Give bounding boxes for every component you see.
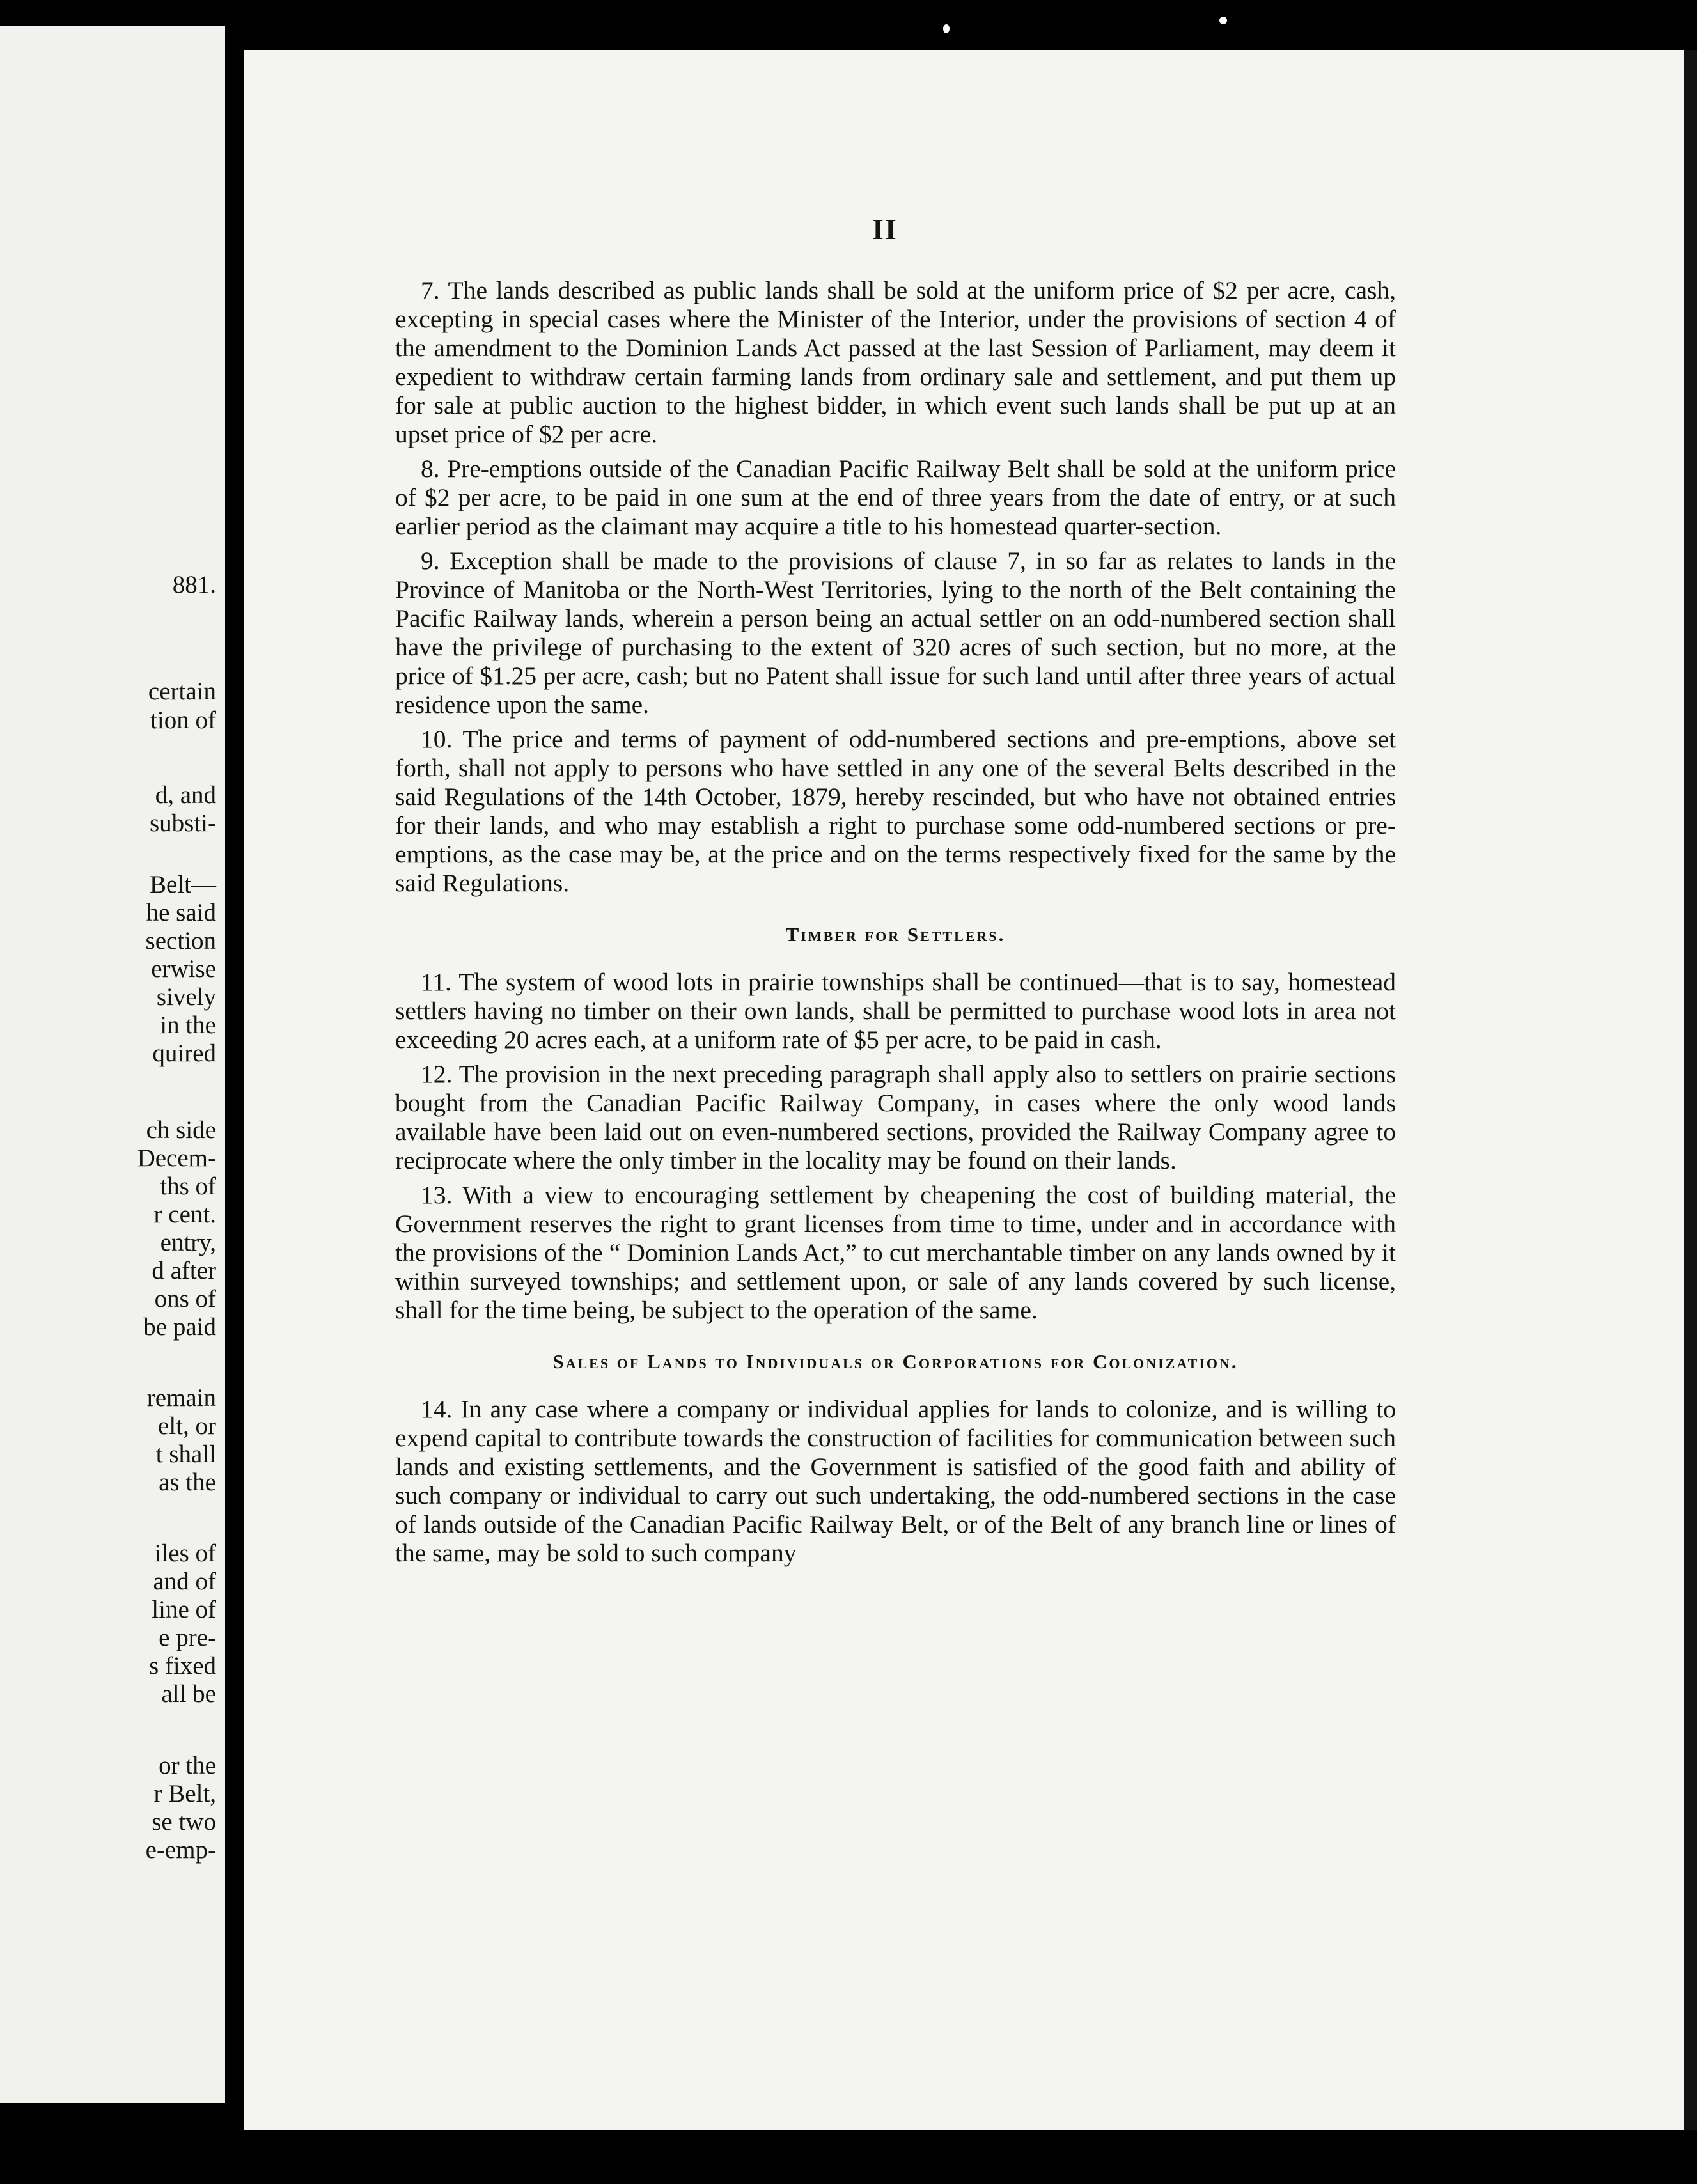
left-page-fragment: tion of <box>150 706 216 734</box>
paragraph-10: 10. The price and terms of payment of odd-numbered sections and pre-emptions, above set forth, shall not apply to persons who have settled in any one of the several Belts described in the said Regulations of the 14th October, 1879, hereby rescinded, but who have not obtained entries for their lands, and who may establish a right to purchase some odd-numbered sections or pre-emptions, as the case may be, at the price and on the terms respectively fixed for the same by the said Regulations. <box>395 725 1396 897</box>
left-page-fragment: line of <box>152 1596 216 1623</box>
left-page-fragment: certain <box>148 678 216 705</box>
section-heading-colonization: Sales of Lands to Individuals or Corporations for Colonization. <box>552 1350 1239 1373</box>
paragraph-8: 8. Pre-emptions outside of the Canadian Pacific Railway Belt shall be sold at the uniform price of $2 per acre, to be paid in one sum at the end of three years from the date of entry, or at such earlier period as the claimant may acquire a title to his homestead quarter-section. <box>395 455 1396 540</box>
left-page-fragment: and of <box>153 1568 216 1595</box>
section-timber <box>395 923 1396 1325</box>
left-page-fragment: iles of <box>154 1540 216 1567</box>
left-page-fragment: t shall <box>155 1440 216 1468</box>
left-page-fragment: d, and <box>155 781 216 809</box>
left-page-fragment: erwise <box>151 955 216 983</box>
document-body <box>395 276 1396 1573</box>
left-page-fragment: remain <box>146 1384 216 1412</box>
paragraph-7: 7. The lands described as public lands shall be sold at the uniform price of $2 per acre, cash, excepting in special cases where the Minister of the Interior, under the provisions of section 4 of the amendment to the Dominion Lands Act passed at the last Session of Parliament, may deem it expedient to withdraw certain farming lands from ordinary sale and settlement, and put them up for sale at public auction to the highest bidder, in which event such lands shall be put up at an upset price of $2 per acre. <box>395 276 1396 448</box>
page-number: II <box>872 213 898 246</box>
section-heading-timber: Timber for Settlers. <box>785 923 1006 946</box>
page-edge <box>1684 50 1697 2130</box>
scan-speck <box>1219 17 1227 24</box>
left-page-fragment: Decem- <box>137 1144 216 1172</box>
left-page-fragment: quired <box>152 1040 216 1067</box>
left-page-fragment: r cent. <box>153 1201 216 1228</box>
left-page-fragment: all be <box>161 1680 216 1708</box>
left-page-fragment: r Belt, <box>153 1780 216 1807</box>
left-page-fragment: e-emp- <box>145 1836 216 1864</box>
left-page-fragment: se two <box>152 1808 216 1836</box>
paragraph-11: 11. The system of wood lots in prairie townships shall be continued—that is to say, homestead settlers having no timber on their own lands, shall be permitted to purchase wood lots in area not exceeding 20 acres each, at a uniform rate of $5 per acre, to be paid in cash. <box>395 968 1396 1054</box>
page-gutter <box>225 0 244 2184</box>
left-page-fragment: e pre- <box>159 1624 216 1651</box>
left-page-fragment: be paid <box>143 1313 216 1341</box>
left-page-fragment: in the <box>160 1011 216 1039</box>
left-facing-page <box>0 26 225 2103</box>
left-page-fragment: s fixed <box>148 1652 216 1680</box>
section-colonization <box>395 1350 1396 1568</box>
left-page-fragment: sively <box>156 983 216 1011</box>
left-page-fragment: Belt— <box>150 871 216 898</box>
paragraph-9: 9. Exception shall be made to the provisions of clause 7, in so far as relates to lands in the Province of Manitoba or the North-West Territories, lying to the north of the Belt containing the Pacific Railway lands, wherein a person being an actual settler on an odd-numbered section shall have the privilege of purchasing to the extent of 320 acres of such section, but no more, at the price of $1.25 per acre, cash; but no Patent shall issue for such land until after three years of actual residence upon the same. <box>395 547 1396 719</box>
section-public-lands <box>395 276 1396 898</box>
left-page-fragment: ons of <box>154 1285 216 1313</box>
left-page-fragment: 881. <box>172 571 216 598</box>
left-page-fragment: elt, or <box>158 1412 216 1440</box>
scan-speck <box>943 24 950 33</box>
left-page-fragment: ch side <box>146 1116 216 1144</box>
left-page-fragment: section <box>145 927 216 955</box>
left-page-fragment: entry, <box>160 1229 216 1256</box>
left-page-fragment: d after <box>152 1257 216 1284</box>
left-page-fragment: as the <box>159 1469 216 1496</box>
left-page-fragment: ths of <box>160 1173 216 1200</box>
paragraph-14: 14. In any case where a company or individual applies for lands to colonize, and is willing to expend capital to contribute towards the construction of facilities for communication between such lands and existing settlements, and the Government is satisfied of the good faith and ability of such company or individual to carry out such undertaking, the odd-numbered sections in the case of lands outside of the Canadian Pacific Railway Belt, or of the Belt of any branch line or lines of the same, may be sold to such company <box>395 1395 1396 1567</box>
left-page-fragment: or the <box>159 1752 216 1779</box>
paragraph-13: 13. With a view to encouraging settlement by cheapening the cost of building material, the Government reserves the right to grant licenses from time to time, under and in accordance with the provisions of the “ Dominion Lands Act,” to cut merchantable timber on any lands owned by it within surveyed townships; and settlement upon, or sale of any lands covered by such license, shall for the time being, be subject to the operation of the same. <box>395 1181 1396 1324</box>
left-page-fragment: substi- <box>149 809 216 837</box>
paragraph-12: 12. The provision in the next preceding paragraph shall apply also to settlers on prairie sections bought from the Canadian Pacific Railway Company, in cases where the only wood lands available have been laid out on even-numbered sections, provided the Railway Company agree to reciprocate where the only timber in the locality may be found on their lands. <box>395 1060 1396 1174</box>
left-page-fragment: he said <box>146 899 216 926</box>
